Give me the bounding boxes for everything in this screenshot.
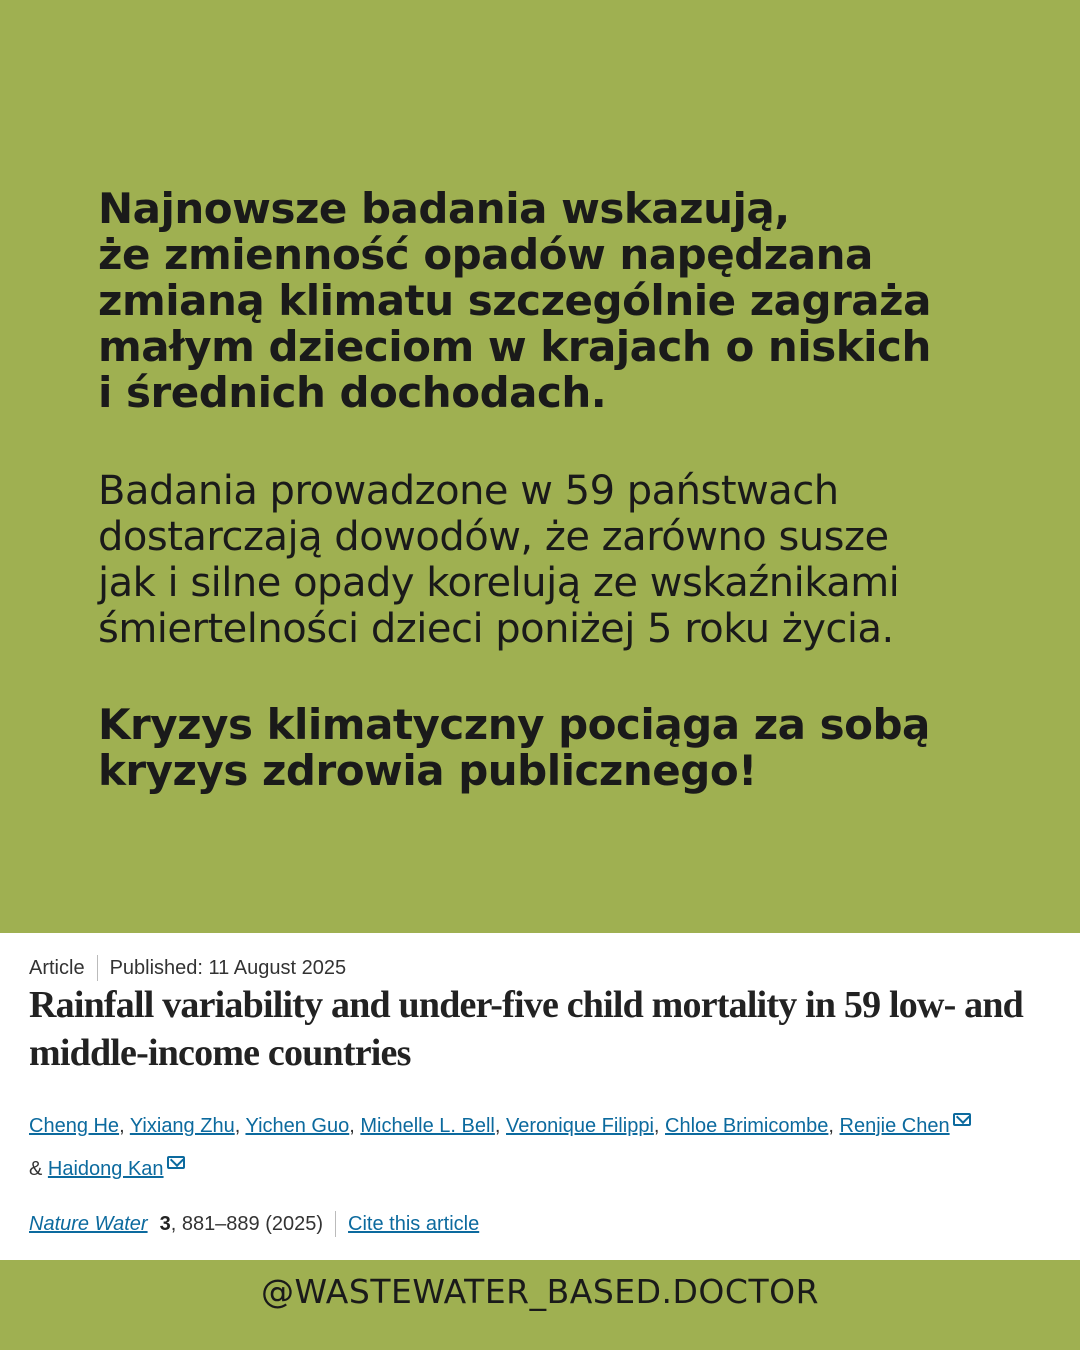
closing-line: kryzys zdrowia publicznego!	[98, 746, 757, 795]
envelope-icon[interactable]	[953, 1113, 971, 1126]
article-meta	[29, 955, 346, 981]
author-ampersand: &	[29, 1158, 48, 1180]
journal-link[interactable]: Nature Water	[29, 1212, 148, 1235]
published-date: Published: 11 August 2025	[109, 956, 347, 979]
author-link[interactable]: Renjie Chen	[839, 1115, 950, 1137]
meta-divider	[97, 955, 98, 981]
author-link[interactable]: Michelle L. Bell	[360, 1115, 495, 1137]
author-link[interactable]: Veronique Filippi	[506, 1115, 654, 1137]
author-separator: ,	[828, 1115, 840, 1137]
body-line: Badania prowadzone w 59 państwach	[98, 468, 839, 514]
account-handle: @WASTEWATER_BASED.DOCTOR	[260, 1272, 820, 1311]
author-separator: ,	[119, 1115, 130, 1137]
article-title: Rainfall variability and under-five child mortality in 59 low- and middle-income countries	[29, 984, 1024, 1074]
headline-line: małym dzieciom w krajach o niskich	[98, 322, 931, 371]
body-line: jak i silne opady korelują ze wskaźnikami	[98, 560, 900, 606]
volume: 3	[159, 1212, 171, 1235]
author-link[interactable]: Haidong Kan	[47, 1158, 164, 1180]
citation	[29, 1211, 479, 1237]
body-line: dostarczają dowodów, że zarówno susze	[98, 514, 889, 560]
author-separator: ,	[494, 1115, 507, 1137]
citation-divider	[335, 1211, 336, 1237]
headline-line: że zmienność opadów napędzana	[98, 230, 873, 279]
author-separator: ,	[349, 1115, 361, 1137]
envelope-icon[interactable]	[167, 1156, 185, 1169]
author-separator: ,	[653, 1115, 666, 1137]
author-separator: ,	[234, 1115, 246, 1137]
article-type: Article	[29, 956, 85, 979]
author-link[interactable]: Yixiang Zhu	[129, 1115, 235, 1137]
headline-line: i średnich dochodach.	[98, 368, 607, 417]
headline	[98, 186, 1028, 416]
headline-line: zmianą klimatu szczególnie zagraża	[98, 276, 931, 325]
author-link[interactable]: Chloe Brimicombe	[665, 1115, 829, 1137]
post-text	[98, 186, 1028, 794]
closing-statement	[98, 702, 1028, 794]
article-card	[0, 933, 1080, 1260]
headline-line: Najnowsze badania wskazują,	[98, 184, 790, 233]
author-link[interactable]: Cheng He	[29, 1115, 120, 1137]
body-paragraph	[98, 468, 1028, 652]
body-line: śmiertelności dzieci poniżej 5 roku życia.	[98, 606, 894, 652]
closing-line: Kryzys klimatyczny pociąga za sobą	[98, 700, 930, 749]
cite-article-link[interactable]: Cite this article	[348, 1212, 480, 1235]
author-link[interactable]: Yichen Guo	[245, 1115, 350, 1137]
author-list	[29, 1105, 1059, 1191]
pages-year: , 881–889 (2025)	[170, 1212, 324, 1235]
